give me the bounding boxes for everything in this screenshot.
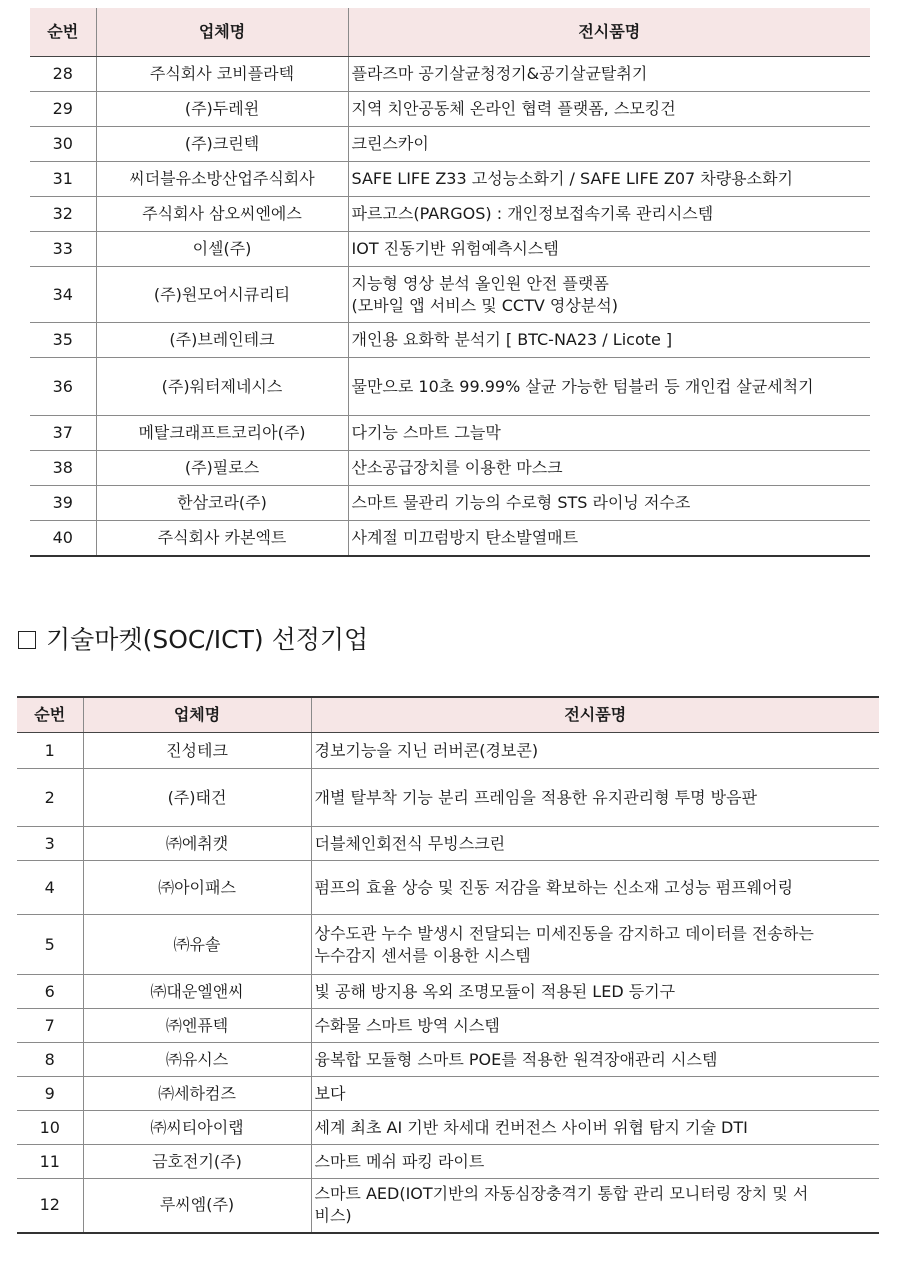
product-line: 상수도관 누수 발생시 전달되는 미세진동을 감지하고 데이터를 전송하는 — [314, 923, 814, 943]
row-number: 6 — [17, 975, 83, 1009]
product-line: 지능형 영상 분석 올인원 안전 플랫폼 — [351, 273, 609, 293]
product-line: 개인용 요화학 분석기 [ BTC-NA23 / Licote ] — [351, 330, 673, 349]
product-line: 크린스카이 — [351, 134, 429, 153]
company-name: (주)태건 — [83, 769, 311, 827]
product-line: 수화물 스마트 방역 시스템 — [314, 1015, 500, 1035]
table-row — [30, 486, 870, 521]
row-number: 3 — [17, 827, 83, 861]
row-number: 5 — [17, 915, 83, 975]
product-name — [348, 358, 870, 416]
table-row — [17, 1043, 879, 1077]
header-product: 전시품명 — [311, 697, 879, 733]
company-name: ㈜유솔 — [83, 915, 311, 975]
company-name: ㈜세하컴즈 — [83, 1077, 311, 1111]
table-row — [30, 57, 870, 92]
table-header-row — [17, 697, 879, 733]
header-no: 순번 — [30, 8, 96, 57]
company-name: (주)워터제네시스 — [96, 358, 348, 416]
table-row — [17, 1111, 879, 1145]
header-product: 전시품명 — [348, 8, 870, 57]
product-name — [311, 1077, 879, 1111]
company-name: 메탈크래프트코리아(주) — [96, 416, 348, 451]
row-number: 9 — [17, 1077, 83, 1111]
company-name: 주식회사 코비플라텍 — [96, 57, 348, 92]
product-line: 보다 — [314, 1083, 346, 1103]
product-line: 파르고스(PARGOS) : 개인정보접속기록 관리시스템 — [351, 204, 714, 223]
product-line: 비스) — [314, 1206, 352, 1226]
header-company: 업체명 — [96, 8, 348, 57]
product-line: 더블체인회전식 무빙스크린 — [314, 833, 506, 853]
row-number: 38 — [30, 451, 96, 486]
table-row — [17, 733, 879, 769]
header-no: 순번 — [17, 697, 83, 733]
product-name — [311, 1043, 879, 1077]
product-name — [348, 267, 870, 323]
table-row — [17, 1179, 879, 1233]
product-name — [311, 827, 879, 861]
table-row — [30, 323, 870, 358]
table-row — [30, 416, 870, 451]
table-row — [30, 451, 870, 486]
product-line: 빛 공해 방지용 옥외 조명모듈이 적용된 LED 등기구 — [314, 981, 676, 1001]
product-name — [311, 861, 879, 915]
product-line: (모바일 앱 서비스 및 CCTV 영상분석) — [351, 295, 618, 315]
row-number: 28 — [30, 57, 96, 92]
company-name: (주)두레윈 — [96, 92, 348, 127]
table-row — [17, 827, 879, 861]
product-line: IOT 진동기반 위험예측시스템 — [351, 239, 559, 258]
row-number: 7 — [17, 1009, 83, 1043]
exhibitor-table-2 — [17, 696, 879, 1234]
company-name: 주식회사 카본엑트 — [96, 521, 348, 556]
row-number: 36 — [30, 358, 96, 416]
product-line: 누수감지 센서를 이용한 시스템 — [314, 945, 531, 965]
product-line: 다기능 스마트 그늘막 — [351, 423, 501, 442]
company-name: 이셀(주) — [96, 232, 348, 267]
product-line: 융복합 모듈형 스마트 POE를 적용한 원격장애관리 시스템 — [314, 1049, 718, 1069]
company-name: ㈜엔퓨텍 — [83, 1009, 311, 1043]
row-number: 4 — [17, 861, 83, 915]
company-name: (주)브레인테크 — [96, 323, 348, 358]
product-name — [348, 416, 870, 451]
row-number: 34 — [30, 267, 96, 323]
company-name: ㈜유시스 — [83, 1043, 311, 1077]
checkbox-icon — [18, 631, 36, 649]
company-name: 씨더블유소방산업주식회사 — [96, 162, 348, 197]
row-number: 37 — [30, 416, 96, 451]
table-header-row — [30, 8, 870, 57]
product-name — [348, 232, 870, 267]
exhibitor-table-1 — [30, 8, 870, 557]
company-name: 한삼코라(주) — [96, 486, 348, 521]
company-name: (주)필로스 — [96, 451, 348, 486]
product-name — [348, 323, 870, 358]
row-number: 29 — [30, 92, 96, 127]
product-line: 플라즈마 공기살균청정기&공기살균탈취기 — [351, 64, 648, 83]
product-name — [311, 1111, 879, 1145]
row-number: 35 — [30, 323, 96, 358]
product-name — [311, 1145, 879, 1179]
product-line: 스마트 AED(IOT기반의 자동심장충격기 통합 관리 모니터링 장치 및 서 — [314, 1184, 809, 1204]
row-number: 1 — [17, 733, 83, 769]
product-name — [311, 733, 879, 769]
row-number: 33 — [30, 232, 96, 267]
table-row — [17, 1077, 879, 1111]
product-name — [348, 127, 870, 162]
table-row — [30, 162, 870, 197]
company-name: (주)크린텍 — [96, 127, 348, 162]
product-name — [311, 1009, 879, 1043]
row-number: 2 — [17, 769, 83, 827]
table-row — [30, 267, 870, 323]
table-row — [17, 1009, 879, 1043]
company-name: 주식회사 삼오씨엔에스 — [96, 197, 348, 232]
header-company: 업체명 — [83, 697, 311, 733]
company-name: (주)원모어시큐리티 — [96, 267, 348, 323]
table-row — [17, 975, 879, 1009]
table-row — [17, 915, 879, 975]
row-number: 11 — [17, 1145, 83, 1179]
product-name — [348, 162, 870, 197]
table-row — [17, 861, 879, 915]
section-heading — [18, 622, 368, 658]
product-line: 스마트 물관리 기능의 수로형 STS 라이닝 저수조 — [351, 493, 691, 512]
row-number: 12 — [17, 1179, 83, 1233]
row-number: 40 — [30, 521, 96, 556]
company-name: 진성테크 — [83, 733, 311, 769]
table-row — [30, 521, 870, 556]
row-number: 10 — [17, 1111, 83, 1145]
product-name — [348, 92, 870, 127]
table-row — [17, 769, 879, 827]
product-name — [348, 57, 870, 92]
product-name — [311, 769, 879, 827]
row-number: 8 — [17, 1043, 83, 1077]
product-line: 산소공급장치를 이용한 마스크 — [351, 458, 563, 477]
product-line: 물만으로 10초 99.99% 살균 가능한 텀블러 등 개인컵 살균세척기 — [351, 376, 814, 396]
product-name — [348, 451, 870, 486]
product-name — [311, 1179, 879, 1233]
row-number: 30 — [30, 127, 96, 162]
table-row — [30, 92, 870, 127]
product-line: SAFE LIFE Z33 고성능소화기 / SAFE LIFE Z07 차량용소화기 — [351, 169, 794, 188]
row-number: 39 — [30, 486, 96, 521]
company-name: ㈜에취캣 — [83, 827, 311, 861]
product-line: 펌프의 효율 상승 및 진동 저감을 확보하는 신소재 고성능 펌프웨어링 — [314, 877, 794, 897]
product-line: 개별 탈부착 기능 분리 프레임을 적용한 유지관리형 투명 방음판 — [314, 787, 758, 807]
product-line: 사계절 미끄럼방지 탄소발열매트 — [351, 527, 579, 547]
section-heading-text: 기술마켓(SOC/ICT) 선정기업 — [46, 625, 369, 654]
product-name — [348, 521, 870, 556]
row-number: 31 — [30, 162, 96, 197]
company-name: 금호전기(주) — [83, 1145, 311, 1179]
product-line: 스마트 메쉬 파킹 라이트 — [314, 1151, 485, 1171]
table-row — [17, 1145, 879, 1179]
product-name — [348, 486, 870, 521]
company-name: 루씨엠(주) — [83, 1179, 311, 1233]
product-line: 경보기능을 지닌 러버콘(경보콘) — [314, 740, 539, 760]
table-row — [30, 232, 870, 267]
company-name: ㈜씨티아이랩 — [83, 1111, 311, 1145]
row-number: 32 — [30, 197, 96, 232]
product-line: 세계 최초 AI 기반 차세대 컨버전스 사이버 위협 탐지 기술 DTI — [314, 1117, 748, 1137]
product-name — [311, 915, 879, 975]
product-name — [311, 975, 879, 1009]
table-row — [30, 358, 870, 416]
table-row — [30, 197, 870, 232]
company-name: ㈜대운엘앤씨 — [83, 975, 311, 1009]
product-name — [348, 197, 870, 232]
table-row — [30, 127, 870, 162]
product-line: 지역 치안공동체 온라인 협력 플랫폼, 스모킹건 — [351, 99, 676, 118]
company-name: ㈜아이패스 — [83, 861, 311, 915]
